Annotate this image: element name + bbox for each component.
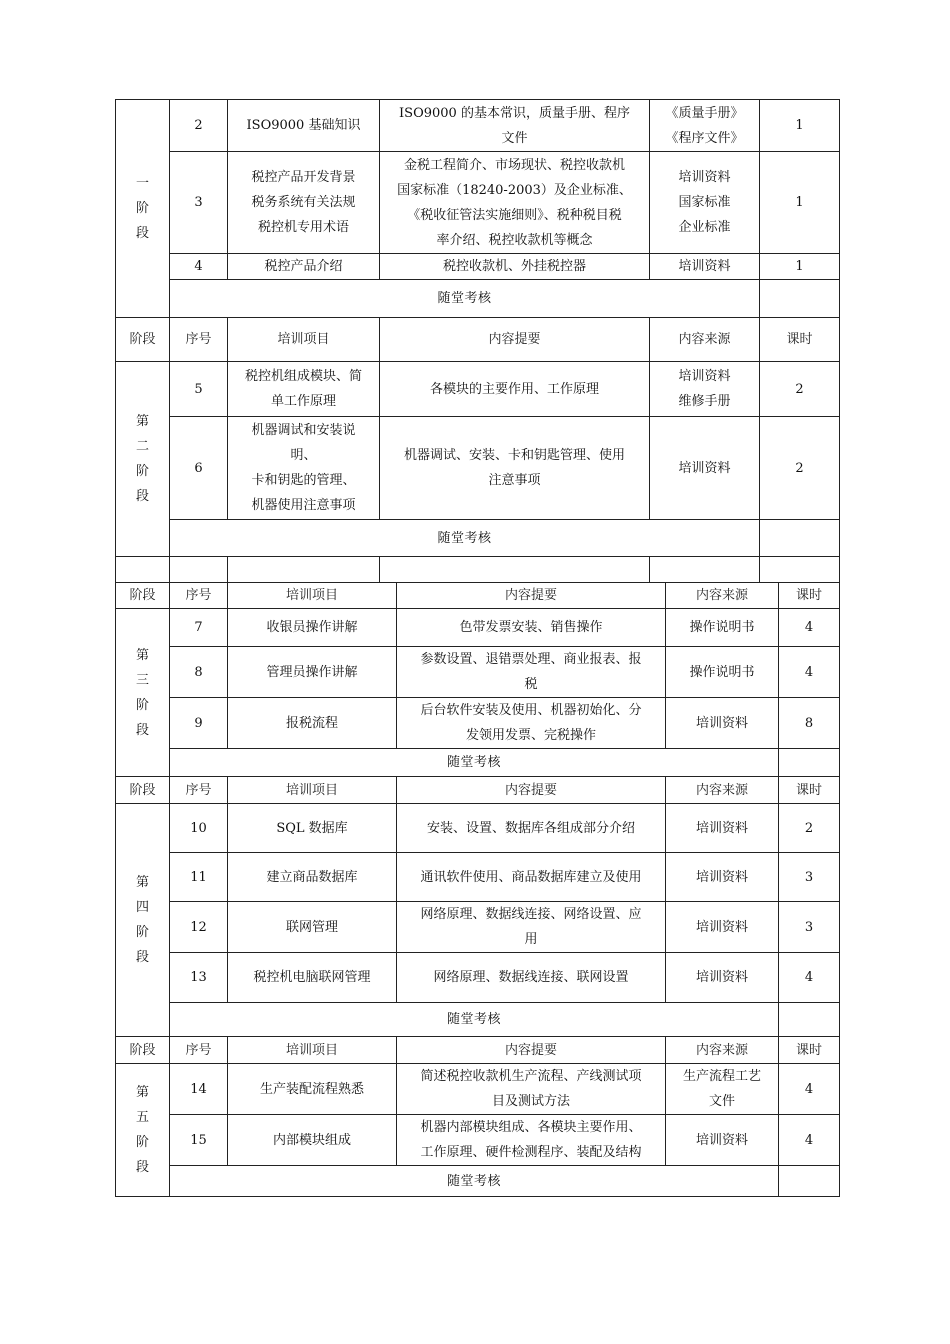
hours-cell: 4	[779, 609, 840, 647]
item-cell: 税控机组成模块、简 单工作原理	[228, 362, 380, 417]
content-cell: 简述税控收款机生产流程、产线测试项 目及测试方法	[397, 1064, 666, 1115]
source-cell: 培训资料	[666, 902, 779, 953]
table-row	[116, 853, 840, 902]
content-cell: 后台软件安装及使用、机器初始化、分 发领用发票、完税操作	[397, 698, 666, 749]
item-cell: 生产装配流程熟悉	[228, 1064, 397, 1115]
table-row	[116, 647, 840, 698]
item-cell: ISO9000 基础知识	[228, 100, 380, 152]
empty-cell	[228, 557, 380, 583]
empty-cell	[760, 557, 840, 583]
content-cell: 安装、设置、数据库各组成部分介绍	[397, 804, 666, 853]
content-cell: 机器调试、安装、卡和钥匙管理、使用 注意事项	[380, 417, 650, 520]
stage-cell: 一 阶 段	[116, 100, 170, 318]
table-row	[116, 902, 840, 953]
table-row	[116, 254, 840, 280]
item-cell: 税控产品介绍	[228, 254, 380, 280]
header-stage: 阶段	[116, 318, 170, 362]
header-source: 内容来源	[650, 318, 760, 362]
header-content: 内容提要	[397, 583, 666, 609]
stage-cell: 第 三 阶 段	[116, 609, 170, 777]
table-row	[116, 749, 840, 777]
table-row	[116, 280, 840, 318]
content-cell: 各模块的主要作用、工作原理	[380, 362, 650, 417]
item-cell: 机器调试和安装说 明、 卡和钥匙的管理、 机器使用注意事项	[228, 417, 380, 520]
seq-cell: 13	[170, 953, 228, 1003]
item-cell: 内部模块组成	[228, 1115, 397, 1166]
hours-cell: 4	[779, 647, 840, 698]
source-cell: 操作说明书	[666, 647, 779, 698]
item-cell: 联网管理	[228, 902, 397, 953]
hours-cell: 1	[760, 152, 840, 254]
item-cell: 收银员操作讲解	[228, 609, 397, 647]
header-stage: 阶段	[116, 1037, 170, 1064]
header-item: 培训项目	[228, 583, 397, 609]
hours-cell: 2	[760, 362, 840, 417]
table-row	[116, 520, 840, 557]
table-row	[116, 152, 840, 254]
table-row	[116, 609, 840, 647]
source-cell: 培训资料	[666, 1115, 779, 1166]
source-cell: 培训资料	[666, 804, 779, 853]
item-cell: 建立商品数据库	[228, 853, 397, 902]
header-seq: 序号	[170, 1037, 228, 1064]
source-cell: 培训资料	[666, 698, 779, 749]
table-row	[116, 804, 840, 853]
table-row	[116, 1064, 840, 1115]
table-header-row	[116, 777, 840, 804]
seq-cell: 8	[170, 647, 228, 698]
content-cell: 色带发票安装、销售操作	[397, 609, 666, 647]
item-cell: 税控机电脑联网管理	[228, 953, 397, 1003]
content-cell: 通讯软件使用、商品数据库建立及使用	[397, 853, 666, 902]
header-item: 培训项目	[228, 318, 380, 362]
content-cell: 机器内部模块组成、各模块主要作用、 工作原理、硬件检测程序、装配及结构	[397, 1115, 666, 1166]
seq-cell: 12	[170, 902, 228, 953]
empty-cell	[116, 557, 170, 583]
source-cell: 培训资料 维修手册	[650, 362, 760, 417]
exam-cell: 随堂考核	[170, 280, 760, 318]
empty-cell	[779, 749, 840, 777]
empty-cell	[760, 520, 840, 557]
header-stage: 阶段	[116, 583, 170, 609]
source-cell: 操作说明书	[666, 609, 779, 647]
header-seq: 序号	[170, 583, 228, 609]
header-content: 内容提要	[397, 777, 666, 804]
exam-cell: 随堂考核	[170, 520, 760, 557]
seq-cell: 10	[170, 804, 228, 853]
header-hours: 课时	[760, 318, 840, 362]
empty-cell	[170, 557, 228, 583]
header-hours: 课时	[779, 777, 840, 804]
source-cell: 培训资料 国家标准 企业标准	[650, 152, 760, 254]
source-cell: 培训资料	[650, 254, 760, 280]
seq-cell: 4	[170, 254, 228, 280]
item-cell: 税控产品开发背景 税务系统有关法规 税控机专用术语	[228, 152, 380, 254]
table-header-row	[116, 1037, 840, 1064]
empty-cell	[779, 1003, 840, 1037]
exam-cell: 随堂考核	[170, 749, 779, 777]
table-row	[116, 417, 840, 520]
table-row	[116, 1003, 840, 1037]
spacer-row	[116, 557, 840, 583]
hours-cell: 2	[779, 804, 840, 853]
stage-cell: 第 二 阶 段	[116, 362, 170, 557]
source-cell: 培训资料	[666, 853, 779, 902]
empty-cell	[779, 1166, 840, 1197]
source-cell: 生产流程工艺 文件	[666, 1064, 779, 1115]
exam-cell: 随堂考核	[170, 1166, 779, 1197]
content-cell: 网络原理、数据线连接、联网设置	[397, 953, 666, 1003]
hours-cell: 2	[760, 417, 840, 520]
hours-cell: 1	[760, 100, 840, 152]
seq-cell: 9	[170, 698, 228, 749]
seq-cell: 14	[170, 1064, 228, 1115]
source-cell: 《质量手册》 《程序文件》	[650, 100, 760, 152]
item-cell: 报税流程	[228, 698, 397, 749]
seq-cell: 7	[170, 609, 228, 647]
seq-cell: 11	[170, 853, 228, 902]
source-cell: 培训资料	[650, 417, 760, 520]
source-cell: 培训资料	[666, 953, 779, 1003]
stage-cell: 第 五 阶 段	[116, 1064, 170, 1197]
header-content: 内容提要	[380, 318, 650, 362]
training-table-top	[115, 99, 840, 583]
table-row	[116, 698, 840, 749]
content-cell: ISO9000 的基本常识，质量手册、程序 文件	[380, 100, 650, 152]
table-row	[116, 100, 840, 152]
table-row	[116, 1115, 840, 1166]
table-row	[116, 362, 840, 417]
header-stage: 阶段	[116, 777, 170, 804]
hours-cell: 3	[779, 853, 840, 902]
table-header-row	[116, 583, 840, 609]
hours-cell: 1	[760, 254, 840, 280]
table-row	[116, 1166, 840, 1197]
stage-cell: 第 四 阶 段	[116, 804, 170, 1037]
content-cell: 金税工程简介、市场现状、税控收款机 国家标准（18240-2003）及企业标准、 《税收征管法实施细则》、税种税目税 率介绍、税控收款机等概念	[380, 152, 650, 254]
content-cell: 网络原理、数据线连接、网络设置、应 用	[397, 902, 666, 953]
item-cell: SQL 数据库	[228, 804, 397, 853]
training-table-bottom	[115, 582, 840, 1197]
empty-cell	[380, 557, 650, 583]
header-item: 培训项目	[228, 1037, 397, 1064]
header-source: 内容来源	[666, 1037, 779, 1064]
hours-cell: 3	[779, 902, 840, 953]
hours-cell: 4	[779, 1115, 840, 1166]
header-hours: 课时	[779, 583, 840, 609]
seq-cell: 3	[170, 152, 228, 254]
header-source: 内容来源	[666, 777, 779, 804]
hours-cell: 4	[779, 1064, 840, 1115]
empty-cell	[760, 280, 840, 318]
exam-cell: 随堂考核	[170, 1003, 779, 1037]
table-row	[116, 953, 840, 1003]
seq-cell: 6	[170, 417, 228, 520]
content-cell: 税控收款机、外挂税控器	[380, 254, 650, 280]
item-cell: 管理员操作讲解	[228, 647, 397, 698]
hours-cell: 4	[779, 953, 840, 1003]
content-cell: 参数设置、退错票处理、商业报表、报 税	[397, 647, 666, 698]
table-header-row	[116, 318, 840, 362]
header-seq: 序号	[170, 777, 228, 804]
header-content: 内容提要	[397, 1037, 666, 1064]
hours-cell: 8	[779, 698, 840, 749]
seq-cell: 2	[170, 100, 228, 152]
seq-cell: 15	[170, 1115, 228, 1166]
header-item: 培训项目	[228, 777, 397, 804]
header-hours: 课时	[779, 1037, 840, 1064]
seq-cell: 5	[170, 362, 228, 417]
header-source: 内容来源	[666, 583, 779, 609]
empty-cell	[650, 557, 760, 583]
header-seq: 序号	[170, 318, 228, 362]
